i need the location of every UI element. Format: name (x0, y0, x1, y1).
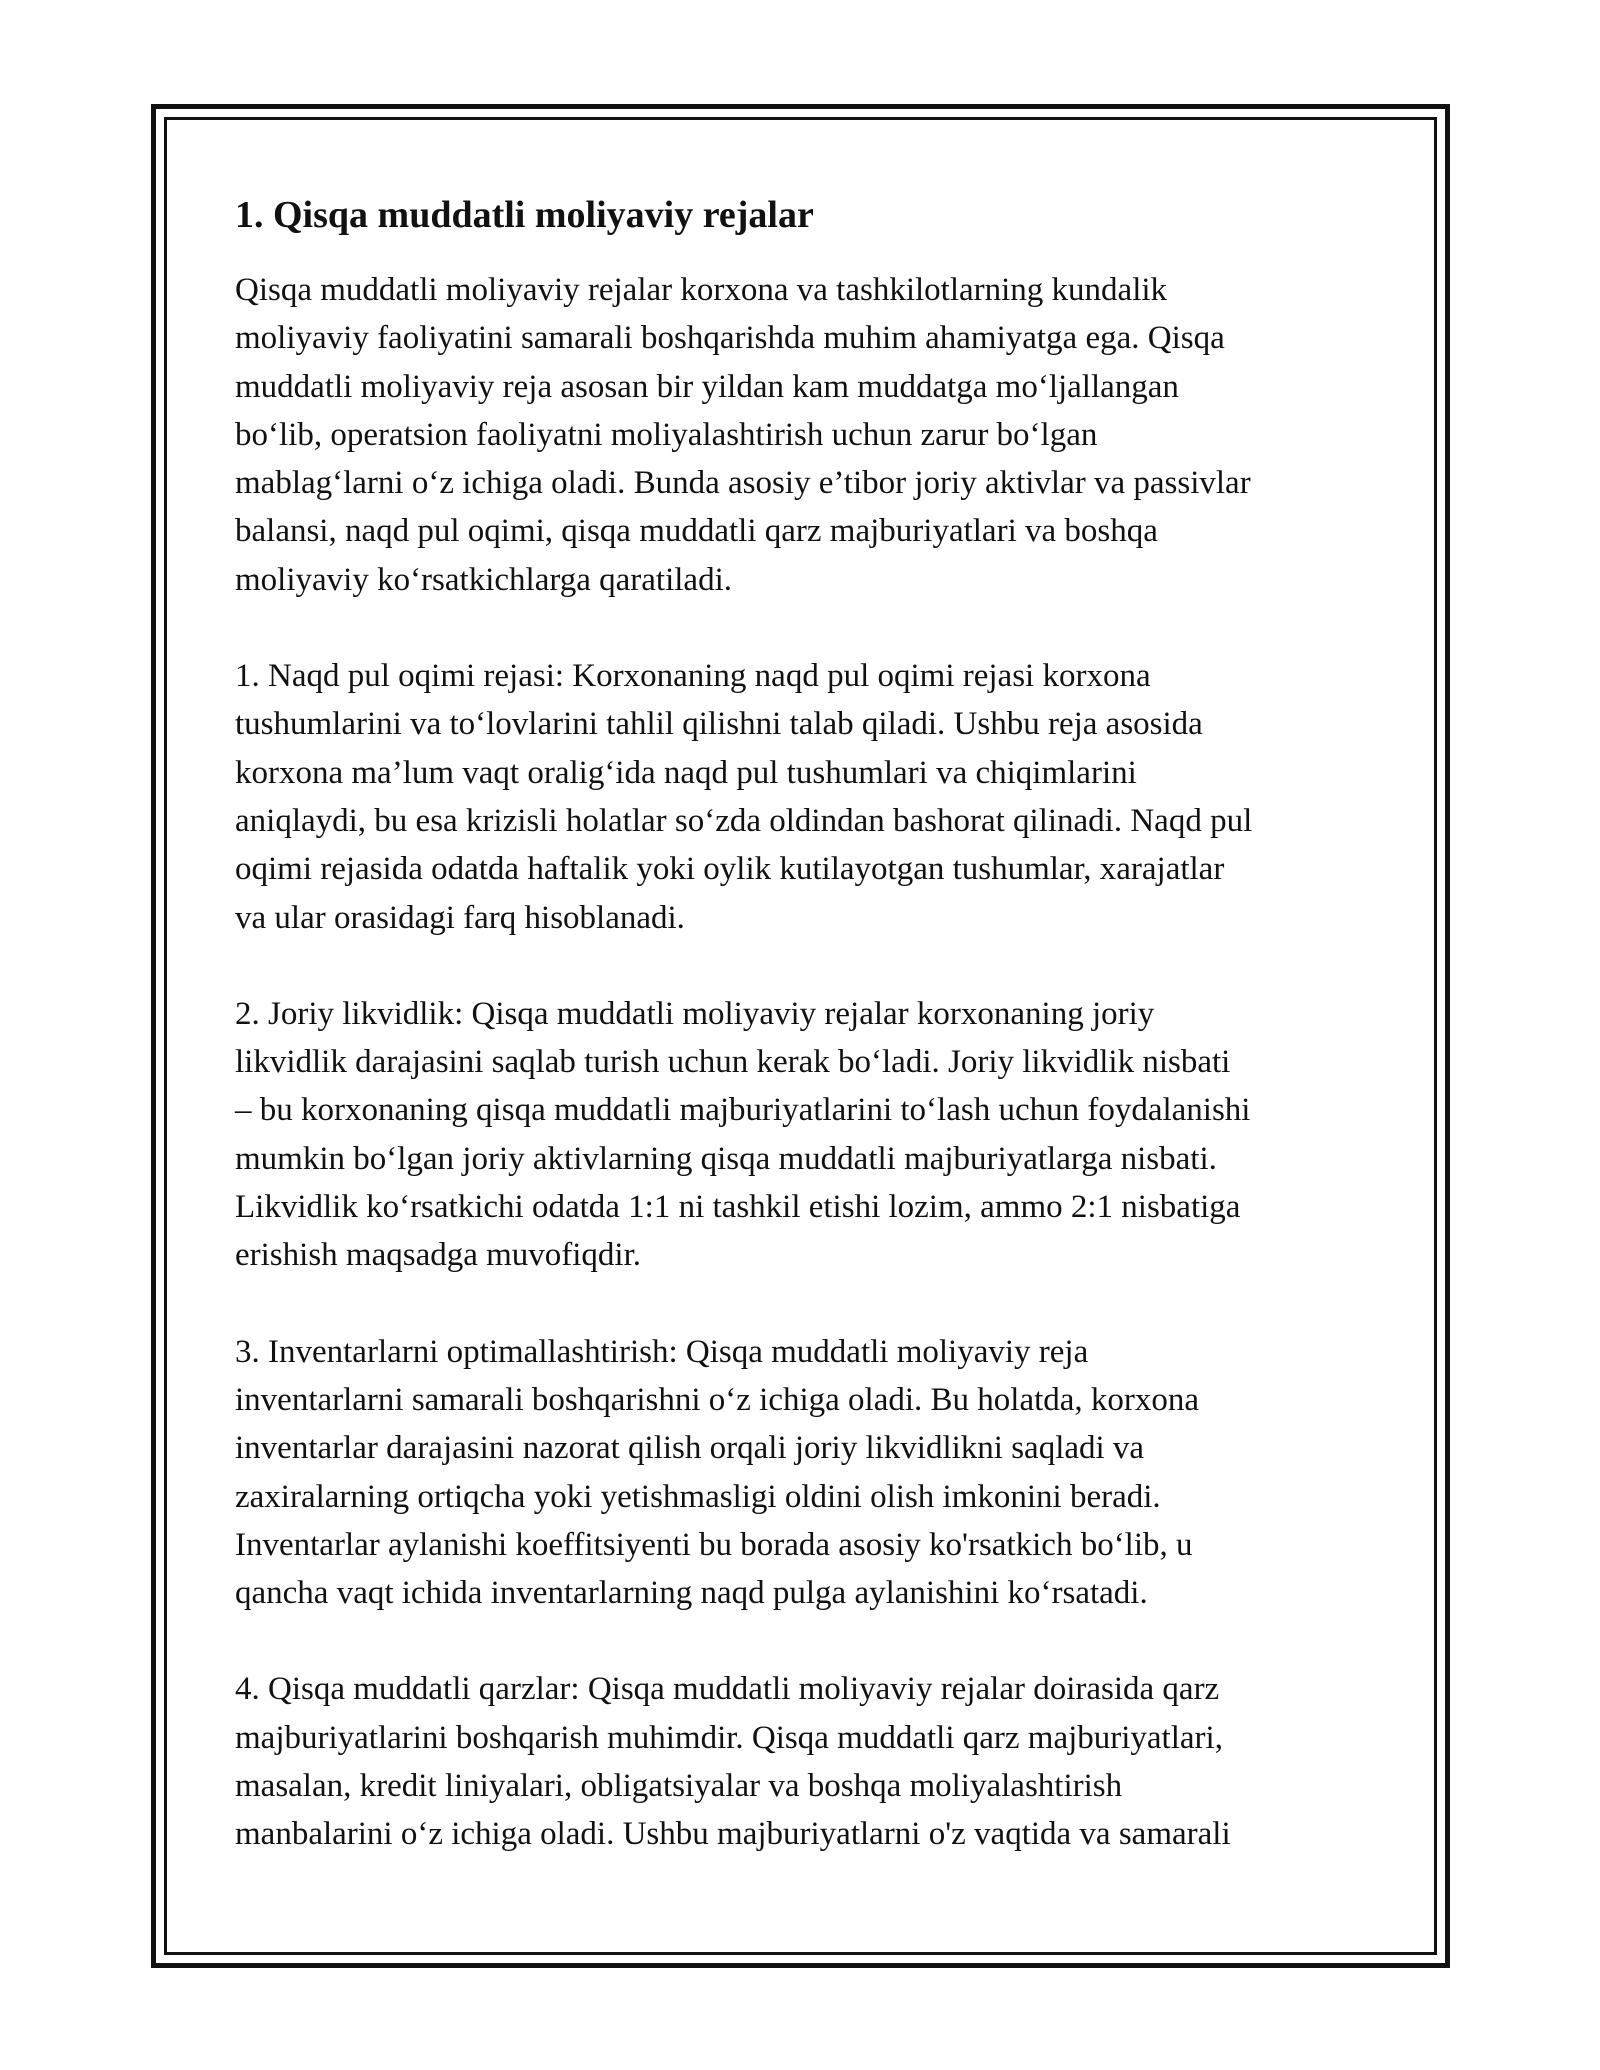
short-term-debt-paragraph: 4. Qisqa muddatli qarzlar: Qisqa muddatli moliyaviy rejalar doirasida qarz majburiyatlarini boshqarish muhimdir. Qisqa muddatli qarz majburiyatlari, masalan, kredit liniyalari, obligatsiyalar va boshqa moliyalashtirish manbalarini o‘z ichiga oladi. Ushbu majburiyatlarni o'z vaqtida va samarali (235, 1671, 1231, 1853)
cash-flow-paragraph: 1. Naqd pul oqimi rejasi: Korxonaning naqd pul oqimi rejasi korxona tushumlarini va to‘lovlarini tahlil qilishni talab qiladi. Ushbu reja asosida korxona ma’lum vaqt oralig‘ida naqd pul tushumlari va chiqimlarini aniqlaydi, bu esa krizisli holatlar so‘zda oldindan bashorat qilinadi. Naqd pul oqimi rejasida odatda haftalik yoki oylik kutilayotgan tushumlar, xarajatlar va ular orasidagi farq hisoblanadi. (235, 658, 1253, 936)
section-heading: 1. Qisqa muddatli moliyaviy rejalar (235, 194, 814, 236)
liquidity-paragraph: 2. Joriy likvidlik: Qisqa muddatli moliyaviy rejalar korxonaning joriy likvidlik darajasini saqlab turish uchun kerak bo‘ladi. Joriy likvidlik nisbati – bu korxonaning qisqa muddatli majburiyatlarini to‘lash uchun foydalanishi mumkin bo‘lgan joriy aktivlarning qisqa muddatli majburiyatlarga nisbati. Likvidlik ko‘rsatkichi odatda 1:1 ni tashkil etishi lozim, ammo 2:1 nisbatiga erishish maqsadga muvofiqdir. (235, 995, 1251, 1274)
intro-paragraph: Qisqa muddatli moliyaviy rejalar korxona va tashkilotlarning kundalik moliyaviy faoliyatini samarali boshqarishda muhim ahamiyatga ega. Qisqa muddatli moliyaviy reja asosan bir yildan kam muddatga mo‘ljallangan bo‘lib, operatsion faoliyatni moliyalashtirish uchun zarur bo‘lgan mablag‘larni o‘z ichiga oladi. Bunda asosiy e’tibor joriy aktivlar va passivlar balansi, naqd pul oqimi, qisqa muddatli qarz majburiyatlari va boshqa moliyaviy ko‘rsatkichlarga qaratiladi. (235, 272, 1251, 598)
inventory-paragraph: 3. Inventarlarni optimallashtirish: Qisqa muddatli moliyaviy reja inventarlarni samarali boshqarishni o‘z ichiga oladi. Bu holatda, korxona inventarlar darajasini nazorat qilish orqali joriy likvidlikni saqladi va zaxiralarning ortiqcha yoki yetishmasligi oldini olish imkonini beradi. Inventarlar aylanishi koeffitsiyenti bu borada asosiy ko'rsatkich bo‘lib, u qancha vaqt ichida inventarlarning naqd pulga aylanishini ko‘rsatadi. (235, 1333, 1200, 1612)
document-body (235, 190, 1370, 1907)
